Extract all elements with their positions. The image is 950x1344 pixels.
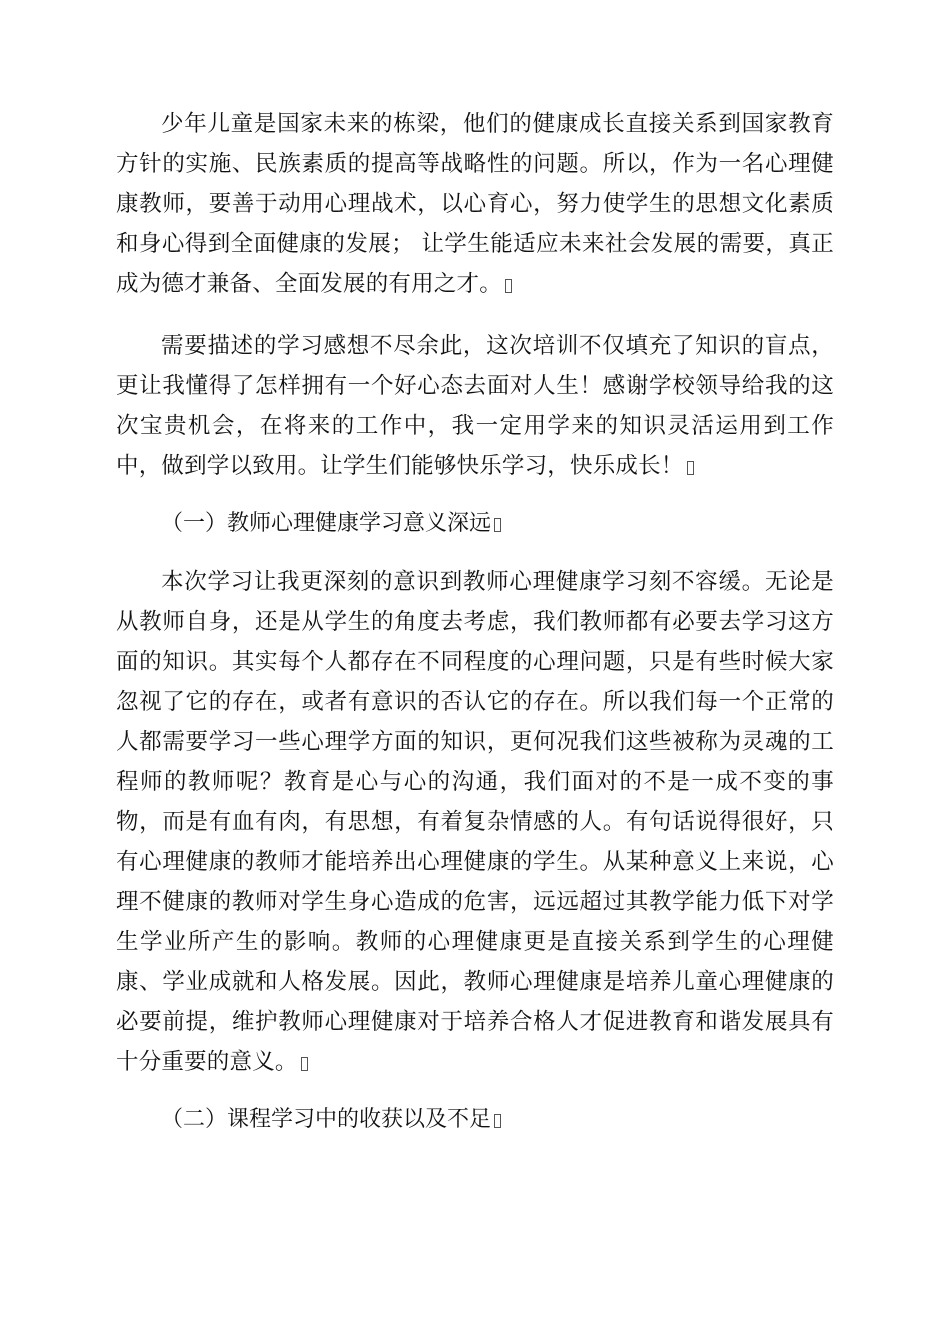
section-heading-1: [116, 504, 834, 544]
heading-text: （一）教师心理健康学习意义深远: [161, 511, 492, 536]
paragraph-mark-icon: [494, 518, 501, 532]
paragraph-mark-icon: [505, 279, 512, 293]
paragraph-significance: [116, 562, 834, 1082]
paragraph-text: 需要描述的学习感想不尽余此，这次培训不仅填充了知识的盲点，更让我懂得了怎样拥有一个好心态去面对人生！感谢学校领导给我的这次宝贵机会，在将来的工作中，我一定用学来的知识灵活运用到工作中，做到学以致用。让学生们能够快乐学习，快乐成长！: [116, 333, 834, 479]
paragraph-conclusion: [116, 104, 834, 304]
paragraph-text: 少年儿童是国家未来的栋梁，他们的健康成长直接关系到国家教育方针的实施、民族素质的提高等战略性的问题。所以，作为一名心理健康教师，要善于动用心理战术，以心育心，努力使学生的思想文化素质和身心得到全面健康的发展； 让学生能适应未来社会发展的需要，真正成为德才兼备、全面发展的有用之才。: [116, 111, 834, 297]
section-heading-2: [116, 1100, 834, 1140]
paragraph-reflection: [116, 326, 834, 486]
paragraph-text: 本次学习让我更深刻的意识到教师心理健康学习刻不容缓。无论是从教师自身，还是从学生的角度去考虑，我们教师都有必要去学习这方面的知识。其实每个人都存在不同程度的心理问题，只是有些时候大家忽视了它的存在，或者有意识的否认它的存在。所以我们每一个正常的人都需要学习一些心理学方面的知识，更何况我们这些被称为灵魂的工程师的教师呢？教育是心与心的沟通，我们面对的不是一成不变的事物，而是有血有肉，有思想，有着复杂情感的人。有句话说得很好，只有心理健康的教师才能培养出心理健康的学生。从某种意义上来说，心理不健康的教师对学生身心造成的危害，远远超过其教学能力低下对学生学业所产生的影响。教师的心理健康更是直接关系到学生的心理健康、学业成就和人格发展。因此，教师心理健康是培养儿童心理健康的必要前提，维护教师心理健康对于培养合格人才促进教育和谐发展具有十分重要的意义。: [116, 569, 834, 1075]
paragraph-mark-icon: [687, 461, 694, 475]
paragraph-mark-icon: [494, 1114, 501, 1128]
heading-text: （二）课程学习中的收获以及不足: [161, 1107, 492, 1132]
paragraph-mark-icon: [301, 1057, 308, 1071]
document-page: [116, 104, 834, 1140]
